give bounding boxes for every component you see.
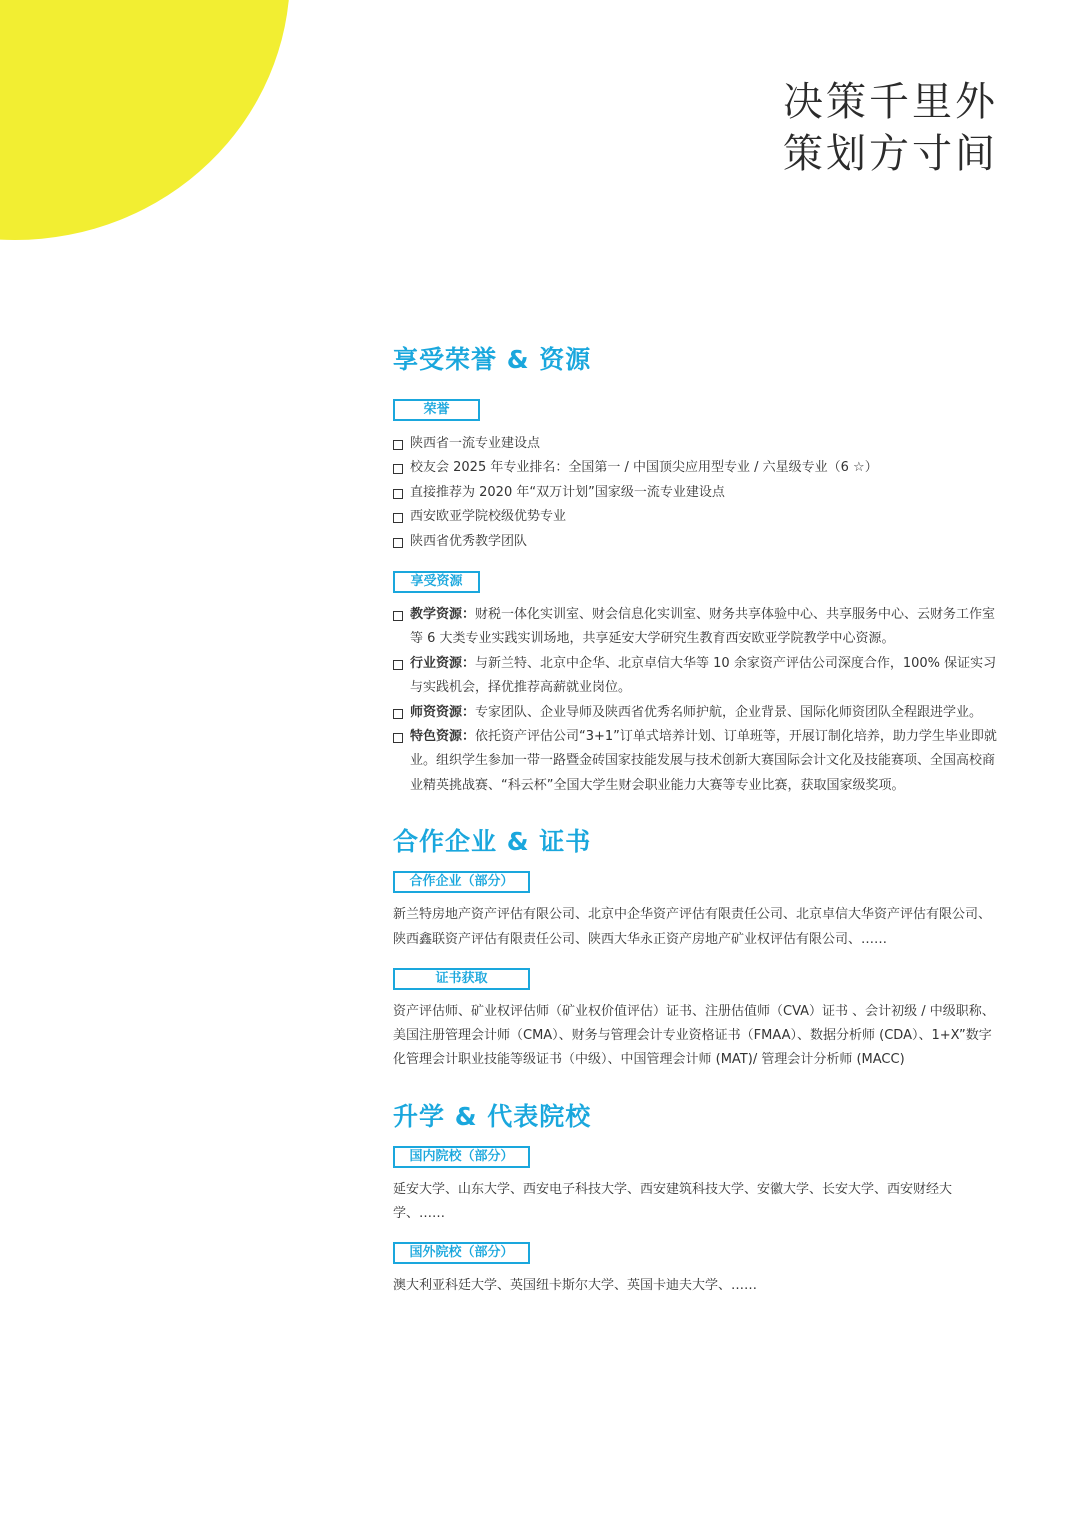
resources-list <box>393 603 999 798</box>
checkbox-icon <box>393 464 403 474</box>
checkbox-icon <box>393 538 403 548</box>
checkbox-icon <box>393 660 403 670</box>
list-item: 西安欧亚学院校级优势专业 <box>393 505 999 529</box>
tag-honors: 荣誉 <box>393 399 480 421</box>
checkbox-icon <box>393 733 403 743</box>
list-item: 陕西省优秀教学团队 <box>393 530 999 554</box>
slogan <box>783 76 998 180</box>
list-item: 教学资源：财税一体化实训室、财会信息化实训室、财务共享体验中心、共享服务中心、云财务工作室等 6 大类专业实践实训场地，共享延安大学研究生教育西安欧亚学院教学中心资源。 <box>393 603 999 652</box>
checkbox-icon <box>393 440 403 450</box>
yellow-decorative-circle <box>0 0 290 240</box>
tag-certificates: 证书获取 <box>393 968 530 990</box>
list-item: 行业资源：与新兰特、北京中企华、北京卓信大华等 10 余家资产评估公司深度合作，100% 保证实习与实践机会，择优推荐高薪就业岗位。 <box>393 652 999 701</box>
list-item: 特色资源：依托资产评估公司“3+1”订单式培养计划、订单班等，开展订制化培养，助力学生毕业即就业。组织学生参加一带一路暨金砖国家技能发展与技术创新大赛国际会计文化及技能赛项、全国高校商业精英挑战赛、“科云杯”全国大学生财会职业能力大赛等专业比赛，获取国家级奖项。 <box>393 725 999 798</box>
checkbox-icon <box>393 513 403 523</box>
section-title-honors-resources: 享受荣誉 & 资源 <box>393 345 592 374</box>
list-item: 校友会 2025 年专业排名：全国第一 / 中国顶尖应用型专业 / 六星级专业（6 ☆） <box>393 456 999 480</box>
checkbox-icon <box>393 611 403 621</box>
tag-foreign-universities: 国外院校（部分） <box>393 1242 530 1264</box>
partners-text: 新兰特房地产资产评估有限公司、北京中企华资产评估有限责任公司、北京卓信大华资产评估有限公司、陕西鑫联资产评估有限责任公司、陕西大华永正资产房地产矿业权评估有限公司、…… <box>393 907 992 947</box>
tag-domestic-universities: 国内院校（部分） <box>393 1146 530 1168</box>
checkbox-icon <box>393 489 403 499</box>
honors-list <box>393 432 999 554</box>
tag-resources: 享受资源 <box>393 571 480 593</box>
checkbox-icon <box>393 709 403 719</box>
slogan-line-1: 决策千里外 <box>783 79 998 125</box>
list-item: 陕西省一流专业建设点 <box>393 432 999 456</box>
section-title-partners-certificates: 合作企业 & 证书 <box>393 827 592 857</box>
section-title-further-study: 升学 & 代表院校 <box>393 1101 592 1131</box>
main-content <box>393 340 999 1299</box>
slogan-line-2: 策划方寸间 <box>783 131 998 177</box>
certificates-text: 资产评估师、矿业权评估师（矿业权价值评估）证书、注册估值师（CVA）证书 、会计初级 / 中级职称、美国注册管理会计师（CMA）、财务与管理会计专业资格证书（FMAA）、数据分析师 (CDA）、1+X”数字化管理会计职业技能等级证书（中级）、中国管理会计师 (MAT)/ 管理会计分析师 (MACC) <box>393 1003 995 1068</box>
domestic-universities-text: 延安大学、山东大学、西安电子科技大学、西安建筑科技大学、安徽大学、长安大学、西安财经大学、…… <box>393 1181 953 1222</box>
list-item: 师资资源：专家团队、企业导师及陕西省优秀名师护航，企业背景、国际化师资团队全程跟进学业。 <box>393 701 999 725</box>
list-item: 直接推荐为 2020 年“双万计划”国家级一流专业建设点 <box>393 481 999 505</box>
tag-partners: 合作企业（部分） <box>393 871 530 893</box>
foreign-universities-text: 澳大利亚科廷大学、英国纽卡斯尔大学、英国卡迪夫大学、…… <box>393 1278 758 1294</box>
